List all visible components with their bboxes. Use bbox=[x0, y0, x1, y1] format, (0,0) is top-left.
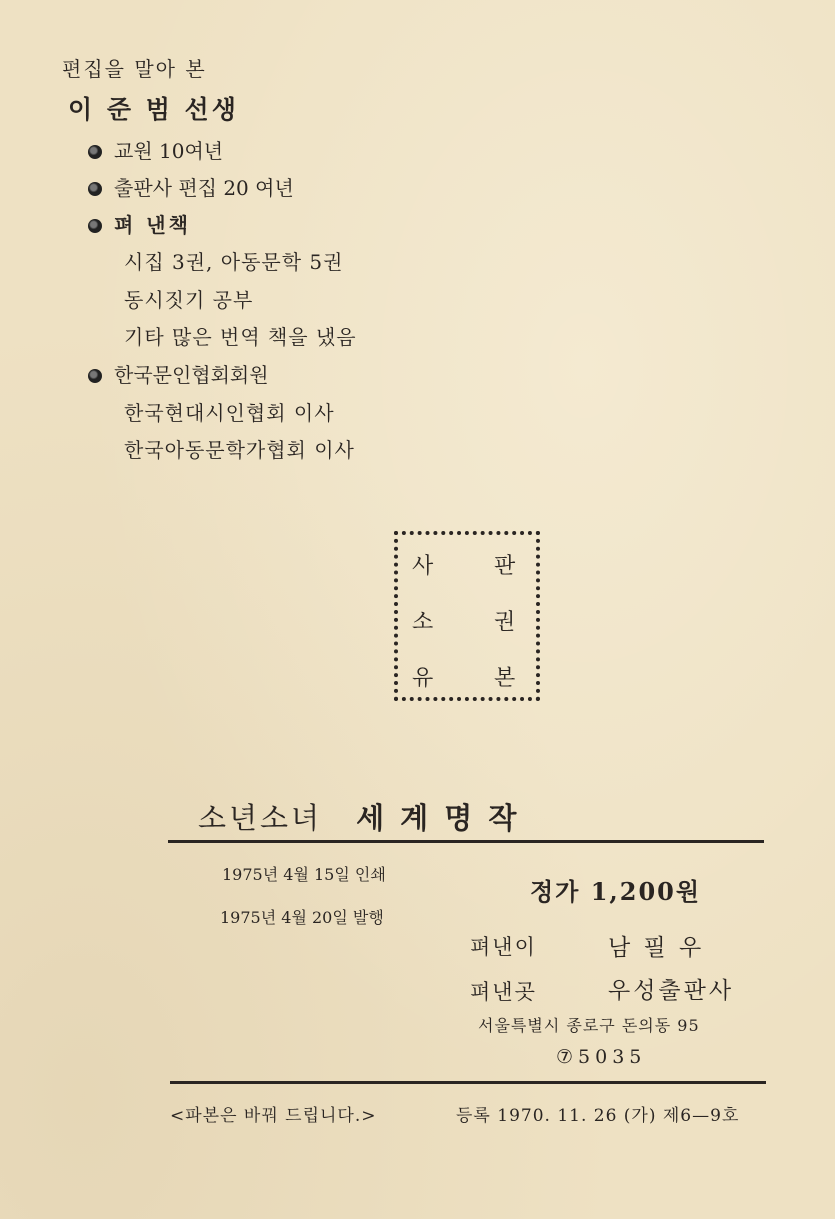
seal-char: 소 bbox=[412, 610, 434, 635]
registration-number: 등록 1970. 11. 26 (가) 제6—9호 bbox=[456, 1106, 740, 1126]
press-name: 우성출판사 bbox=[608, 978, 735, 1004]
price: 정가 1,200원 bbox=[530, 877, 702, 906]
publisher-address: 서울특별시 종로구 돈의동 95 bbox=[478, 1016, 700, 1035]
bullet-icon bbox=[88, 369, 102, 383]
publisher-phone: ⑦5035 bbox=[556, 1046, 647, 1068]
publisher-name: 남 필 우 bbox=[608, 935, 705, 961]
bullet-icon bbox=[88, 182, 102, 196]
bio-line: 한국아동문학가협회 이사 bbox=[124, 438, 355, 462]
bio-line: 동시짓기 공부 bbox=[124, 288, 254, 312]
seal-char: 본 bbox=[494, 666, 516, 691]
publisher-label: 펴낸이 bbox=[470, 935, 537, 959]
editor-heading: 편집을 말아 본 bbox=[62, 57, 207, 81]
copyright-seal bbox=[394, 531, 540, 701]
series-title: 소년소녀 세 계 명 작 bbox=[198, 801, 520, 835]
published-date: 1975년 4월 20일 발행 bbox=[220, 908, 384, 927]
bio-line: 기타 많은 번역 책을 냈음 bbox=[124, 325, 357, 349]
bio-line: 시집 3권, 아동문학 5권 bbox=[124, 250, 344, 274]
seal-char: 사 bbox=[412, 554, 434, 579]
bullet-icon bbox=[88, 219, 102, 233]
bio-item: 한국문인협회회원 bbox=[88, 359, 269, 388]
bullet-icon bbox=[88, 145, 102, 159]
exchange-note: <파본은 바꿔 드립니다.> bbox=[170, 1106, 377, 1126]
bio-line: 한국현대시인협회 이사 bbox=[124, 401, 335, 425]
bottom-rule bbox=[170, 1081, 766, 1084]
bio-item: 펴 낸책 bbox=[88, 209, 191, 238]
editor-name: 이 준 범 선생 bbox=[68, 95, 239, 124]
press-label: 펴낸곳 bbox=[470, 980, 537, 1004]
seal-char: 유 bbox=[412, 666, 434, 691]
seal-char: 판 bbox=[494, 554, 516, 579]
top-rule bbox=[168, 840, 764, 843]
bio-item: 출판사 편집 20 여년 bbox=[88, 172, 294, 201]
bio-item: 교원 10여년 bbox=[88, 135, 223, 164]
seal-char: 권 bbox=[494, 610, 516, 635]
printed-date: 1975년 4월 15일 인쇄 bbox=[222, 865, 386, 884]
